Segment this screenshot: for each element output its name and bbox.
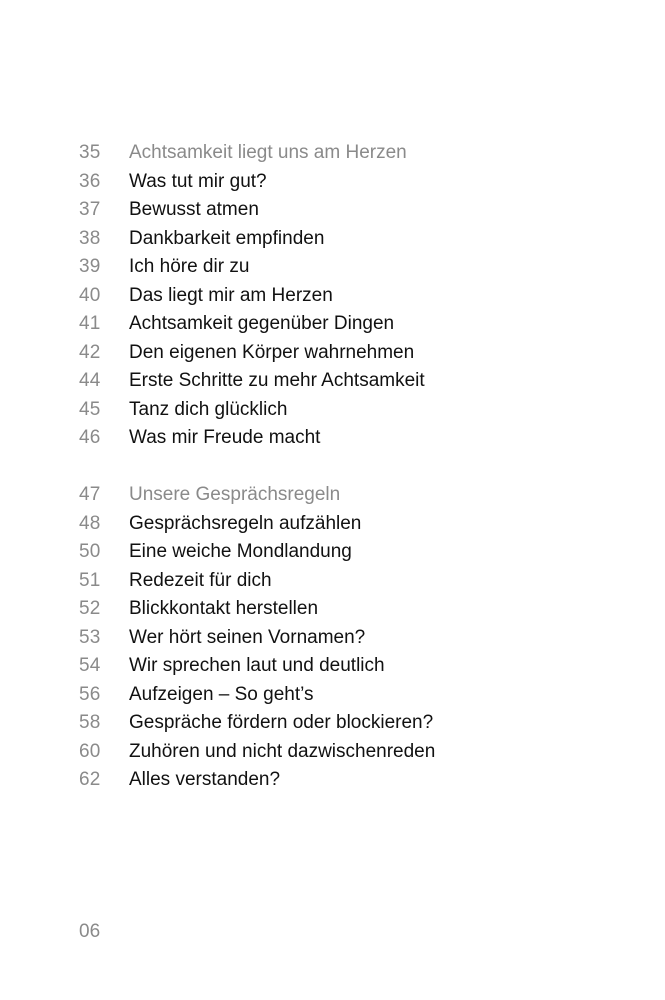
toc-page-number: 47	[79, 484, 101, 505]
toc-section-heading	[0, 481, 665, 510]
toc-page-number: 45	[79, 398, 101, 420]
toc-page-number: 35	[79, 142, 101, 163]
toc-entry	[0, 567, 665, 596]
toc-entry	[0, 367, 665, 396]
toc-entry	[0, 225, 665, 254]
toc-entry-title: Redezeit für dich	[129, 569, 272, 591]
toc-entry	[0, 424, 665, 453]
footer-page-number: 06	[79, 921, 101, 942]
toc-entry	[0, 168, 665, 197]
toc-entry-title: Zuhören und nicht dazwischenreden	[129, 740, 436, 762]
toc-entry	[0, 196, 665, 225]
toc-entry	[0, 510, 665, 539]
toc-entry-title: Wer hört seinen Vornamen?	[129, 626, 366, 648]
toc-page-number: 52	[79, 598, 101, 619]
toc-page-number: 36	[79, 170, 101, 192]
toc-entry-title: Aufzeigen – So geht’s	[129, 683, 314, 705]
toc-entry-title: Gespräche fördern oder blockieren?	[129, 712, 434, 733]
toc-entry-title: Tanz dich glücklich	[129, 398, 288, 420]
toc-entry	[0, 595, 665, 624]
toc-page-number: 46	[79, 427, 101, 448]
toc-entry-title: Ich höre dir zu	[129, 256, 250, 277]
toc-page-number: 56	[79, 683, 101, 705]
toc-entry-title: Was tut mir gut?	[129, 170, 267, 192]
toc-entry	[0, 624, 665, 653]
toc-page-number: 40	[79, 284, 101, 306]
toc-page-number: 58	[79, 712, 101, 733]
toc-entry-title: Den eigenen Körper wahrnehmen	[129, 341, 415, 363]
toc-entry-title: Gesprächsregeln aufzählen	[129, 512, 362, 534]
toc-entry-title: Wir sprechen laut und deutlich	[129, 655, 385, 676]
toc-entry-title: Erste Schritte zu mehr Achtsamkeit	[129, 370, 425, 391]
toc-entry-title: Das liegt mir am Herzen	[129, 284, 333, 306]
toc-entry	[0, 766, 665, 795]
toc-page-number: 54	[79, 655, 101, 676]
toc-page-number: 39	[79, 256, 101, 277]
toc-entry	[0, 310, 665, 339]
toc-section-heading	[0, 139, 665, 168]
toc-section-title: Achtsamkeit liegt uns am Herzen	[129, 142, 407, 163]
toc-entry	[0, 538, 665, 567]
toc-page-number: 60	[79, 740, 101, 762]
toc-entry	[0, 709, 665, 738]
toc-entry-title: Was mir Freude macht	[129, 427, 321, 448]
toc-entry-title: Dankbarkeit empfinden	[129, 227, 325, 249]
toc-page-number: 42	[79, 341, 101, 363]
toc-entry	[0, 738, 665, 767]
toc-entry	[0, 396, 665, 425]
toc-section-title: Unsere Gesprächsregeln	[129, 484, 341, 505]
toc-entry-title: Eine weiche Mondlandung	[129, 541, 352, 562]
toc-section-gespraechsregeln	[0, 481, 665, 795]
toc-entry	[0, 282, 665, 311]
toc-entry-title: Alles verstanden?	[129, 769, 281, 790]
toc-page-number: 38	[79, 227, 101, 249]
toc-page-number: 53	[79, 626, 101, 648]
toc-section-achtsamkeit	[0, 139, 665, 453]
toc-page-number: 50	[79, 541, 101, 562]
toc-entry	[0, 652, 665, 681]
toc-entry	[0, 339, 665, 368]
toc-page-number: 62	[79, 769, 101, 790]
toc-entry-title: Bewusst atmen	[129, 199, 259, 220]
toc-page-number: 48	[79, 512, 101, 534]
toc-page-number: 51	[79, 569, 101, 591]
toc-entry	[0, 681, 665, 710]
toc-page-number: 37	[79, 199, 101, 220]
toc-page-number: 41	[79, 313, 101, 334]
toc-entry	[0, 253, 665, 282]
toc-entry-title: Achtsamkeit gegenüber Dingen	[129, 313, 395, 334]
toc-page-number: 44	[79, 370, 101, 391]
toc-entry-title: Blickkontakt herstellen	[129, 598, 319, 619]
